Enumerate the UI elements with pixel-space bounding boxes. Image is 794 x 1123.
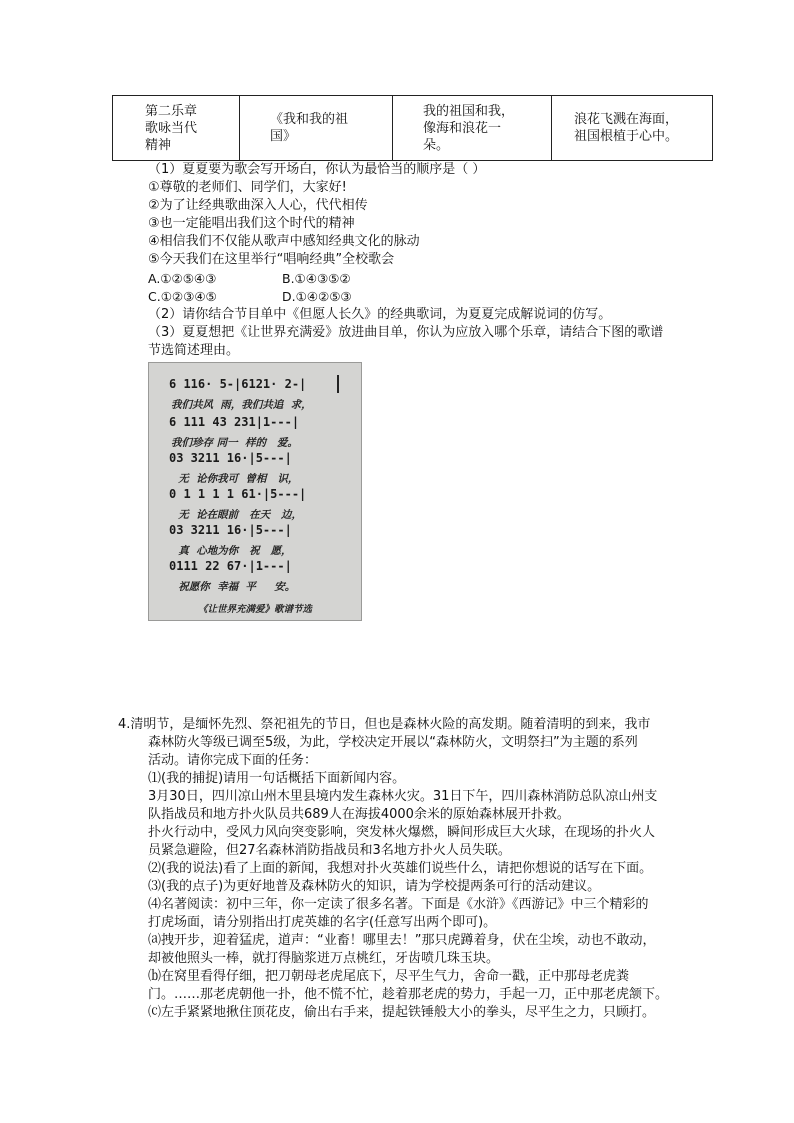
q4-line-1: 4.清明节，是缅怀先烈、祭祀祖先的节日，但也是森林火险的高发期。随着清明的到来，我市 (118, 717, 651, 732)
q1-option-a: A.①②⑤④③ (148, 271, 217, 286)
q1-item-5: ⑤今天我们在这里举行“唱响经典”全校歌会 (148, 252, 395, 267)
q1-prompt: （1）夏夏要为歌会写开场白，你认为最恰当的顺序是（ ） (148, 162, 486, 177)
score-notes-1: 6 116· 5-|6121· 2-| (169, 377, 307, 391)
q4-line-4: ⑴(我的捕捉)请用一句话概括下面新闻内容。 (148, 771, 406, 786)
q4-line-13: ⒜拽开步，迎着猛虎，道声：“业畜！哪里去！”那只虎蹲着身，伏在尘埃，动也不敢动， (148, 933, 656, 948)
q1-item-2: ②为了让经典歌曲深入人心，代代相传 (148, 198, 368, 213)
program-table (112, 95, 713, 161)
lyric-cell-a: 我的祖国和我， 像海和浪花一 朵。 (393, 96, 552, 161)
q1-item-3: ③也一定能唱出我们这个时代的精神 (148, 216, 355, 231)
score-lyrics-2: 我们珍存 同一 样的 爱。 (171, 437, 298, 449)
q4-line-14: 却被他照头一棒，就打得脑浆迸万点桃红，牙齿喷几珠玉块。 (148, 951, 500, 966)
score-notes-6: 0111 22 67·|1---| (169, 559, 292, 573)
lyric-cell-b: 浪花飞溅在海面， 祖国根植于心中。 (552, 96, 713, 161)
q4-line-12: 打虎场面，请分别指出打虎英雄的名字(任意写出两个即可)。 (148, 915, 497, 930)
score-notes-4: 0 1 1 1 1 61·|5---| (169, 487, 307, 501)
q4-line-5: 3月30日，四川凉山州木里县境内发生森林火灾。31日下午，四川森林消防总队凉山州支 (148, 789, 658, 804)
q4-line-3: 活动。请你完成下面的任务： (148, 753, 318, 768)
q1-option-c: C.①②③④⑤ (148, 289, 217, 304)
movement-cell: 第二乐章 歌咏当代 精神 (113, 96, 240, 161)
q4-line-8: 员紧急避险，但27名森林消防指战员和3名地方扑火人员失联。 (148, 843, 511, 858)
song-cell: 《我和我的祖 国》 (240, 96, 393, 161)
q1-item-4: ④相信我们不仅能从歌声中感知经典文化的脉动 (148, 234, 420, 249)
q1-option-b: B.①④③⑤② (282, 271, 351, 286)
q2-prompt: （2）请你结合节目单中《但愿人长久》的经典歌词，为夏夏完成解说词的仿写。 (148, 307, 612, 322)
score-end-bar (337, 375, 339, 393)
score-lyrics-5: 真 心地为你 祝 愿， (171, 545, 292, 557)
q4-line-6: 队指战员和地方扑火队员共689人在海拔4000余米的原始森林展开扑救。 (148, 807, 570, 822)
score-lyrics-3: 无 论你我可 曾相 识， (171, 473, 299, 485)
score-notes-3: 03 3211 16·|5---| (169, 451, 292, 465)
score-notes-5: 03 3211 16·|5---| (169, 523, 292, 537)
q4-line-2: 森林防火等级已调至5级，为此，学校决定开展以“森林防火，文明祭扫”为主题的系列 (148, 735, 638, 750)
score-caption: 《让世界充满爱》歌谱节选 (197, 604, 312, 615)
q4-line-10: ⑶(我的点子)为更好地普及森林防火的知识，请为学校提两条可行的活动建议。 (148, 879, 601, 894)
q4-line-11: ⑷名著阅读：初中三年，你一定读了很多名著。下面是《水浒》《西游记》中三个精彩的 (148, 897, 649, 912)
score-notes-2: 6 111 43 231|1---| (169, 415, 300, 429)
q4-line-16: 门。……那老虎朝他一扑，他不慌不忙，趁着那老虎的势力，手起一刀，正中那老虎颔下。 (148, 987, 669, 1002)
q3-prompt-line1: （3）夏夏想把《让世界充满爱》放进曲目单，你认为应放入哪个乐章，请结合下图的歌谱 (148, 325, 664, 340)
q4-line-15: ⒝在窝里看得仔细，把刀朝母老虎尾底下，尽平生气力，舍命一戳，正中那母老虎粪 (148, 969, 630, 984)
score-lyrics-1: 我们共风 雨，我们共追 求， (171, 399, 312, 411)
q3-prompt-line2: 节选简述理由。 (148, 343, 240, 358)
score-lyrics-6: 祝愿你 幸福 平 安。 (171, 581, 296, 593)
q1-option-d: D.①④②⑤③ (282, 289, 352, 304)
score-excerpt-image (148, 362, 362, 621)
q4-line-17: ⒞左手紧紧地揪住顶花皮，偷出右手来，提起铁锤般大小的拳头，尽平生之力，只顾打。 (148, 1005, 656, 1020)
q1-item-1: ①尊敬的老师们、同学们，大家好! (148, 180, 347, 195)
table-row (113, 96, 713, 161)
q4-line-9: ⑵(我的说法)看了上面的新闻，我想对扑火英雄们说些什么，请把你想说的话写在下面。 (148, 861, 653, 876)
q4-line-7: 扑火行动中，受风力风向突变影响，突发林火爆燃，瞬间形成巨大火球，在现场的扑火人 (148, 825, 656, 840)
score-lyrics-4: 无 论在眼前 在天 边， (171, 509, 303, 521)
